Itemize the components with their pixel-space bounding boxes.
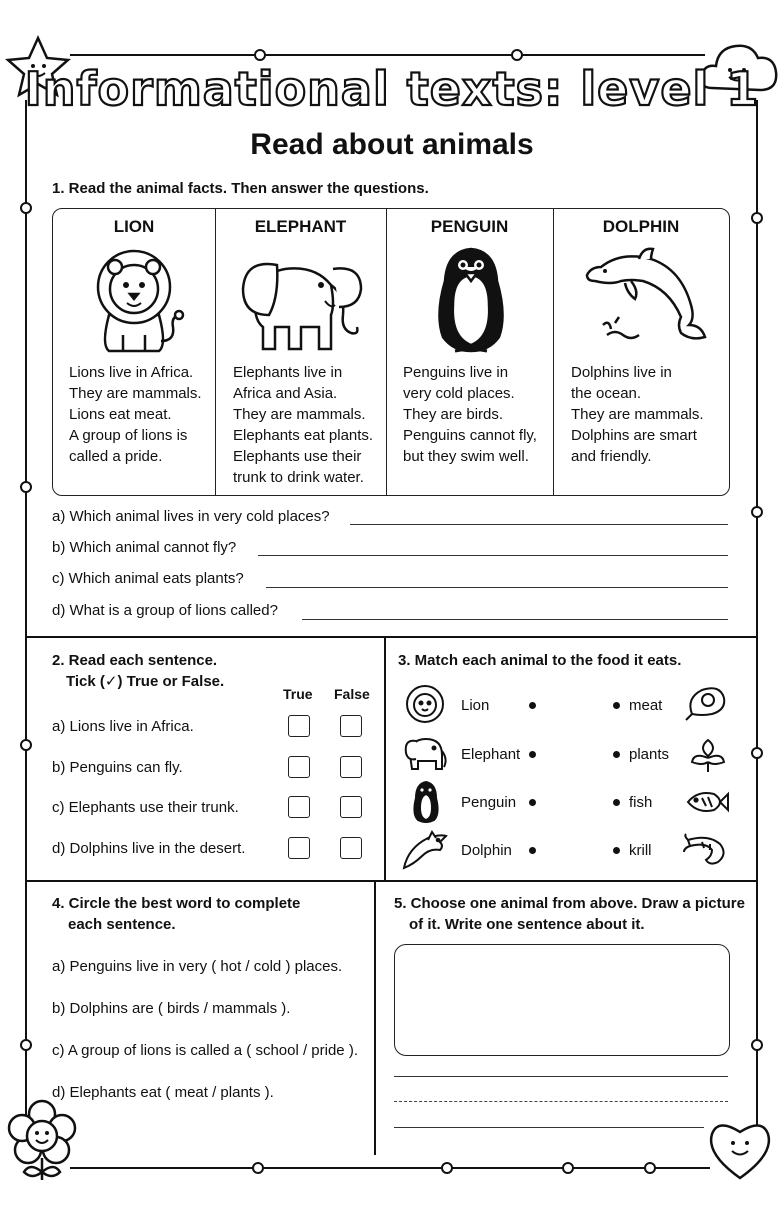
fact-line: Elephants live in (233, 364, 343, 381)
fact-line: They are mammals. (69, 385, 202, 402)
fact-line: called a pride. (69, 448, 163, 465)
writing-line[interactable] (394, 1076, 728, 1077)
match-dot-left[interactable] (529, 847, 536, 854)
false-header: False (334, 686, 370, 702)
answer-line-c[interactable] (266, 587, 728, 588)
section5-instruction-2: of it. Write one sentence about it. (409, 916, 645, 933)
penguin-icon (423, 245, 519, 357)
lion-icon (79, 245, 189, 357)
shrimp-icon (682, 832, 730, 868)
match-food: fish (629, 794, 653, 811)
animal-facts-table (52, 208, 730, 496)
match-dot-right[interactable] (613, 847, 620, 854)
section5-instruction: 5. Choose one animal from above. Draw a picture (394, 895, 745, 912)
lion-icon (404, 684, 446, 724)
leaf-icon (688, 732, 728, 774)
circle-item: d) Elephants eat ( meat / plants ). (52, 1084, 274, 1101)
animal-name-lion: LION (113, 217, 155, 236)
circle-item: b) Dolphins are ( birds / mammals ). (52, 1000, 291, 1017)
drawing-box[interactable] (394, 944, 730, 1056)
section3-instruction: 3. Match each animal to the food it eats. (398, 652, 682, 669)
tf-item: b) Penguins can fly. (52, 759, 183, 776)
fact-line: They are mammals. (571, 406, 704, 423)
match-animal: Dolphin (461, 842, 512, 859)
fact-line: Penguins cannot fly, (403, 427, 537, 444)
fact-line: Dolphins live in (571, 364, 672, 381)
writing-line[interactable] (394, 1127, 704, 1128)
match-food: plants (629, 746, 670, 763)
answer-line-d[interactable] (302, 619, 728, 620)
fact-line: Elephants eat plants. (233, 427, 374, 444)
question-d: d) What is a group of lions called? (52, 602, 278, 619)
match-dot-right[interactable] (613, 751, 620, 758)
match-animal: Elephant (461, 746, 521, 763)
writing-guide-line (394, 1101, 728, 1102)
fact-line: and friendly. (571, 448, 652, 465)
animal-name-penguin: PENGUIN (430, 217, 509, 236)
match-food: krill (629, 842, 652, 859)
question-b: b) Which animal cannot fly? (52, 539, 237, 556)
elephant-facts (233, 362, 373, 488)
section4-instruction-2: each sentence. (68, 916, 176, 933)
false-checkbox[interactable] (340, 715, 362, 737)
dolphin-icon (400, 828, 450, 872)
section4-instruction: 4. Circle the best word to complete (52, 895, 301, 912)
false-checkbox[interactable] (340, 756, 362, 778)
fact-line: Lions live in Africa. (69, 364, 194, 381)
match-dot-right[interactable] (613, 799, 620, 806)
fact-line: A group of lions is (69, 427, 188, 444)
circle-item: a) Penguins live in very ( hot / cold ) places. (52, 958, 343, 975)
match-dot-left[interactable] (529, 799, 536, 806)
fish-icon (684, 786, 730, 818)
animal-name-elephant: ELEPHANT (254, 217, 347, 236)
tf-item: a) Lions live in Africa. (52, 718, 194, 735)
match-food: meat (629, 697, 663, 714)
tf-item: c) Elephants use their trunk. (52, 799, 239, 816)
false-checkbox[interactable] (340, 837, 362, 859)
page-title: Informational texts: level 1 (24, 62, 760, 116)
tf-item: d) Dolphins live in the desert. (52, 840, 246, 857)
true-checkbox[interactable] (288, 837, 310, 859)
match-dot-left[interactable] (529, 702, 536, 709)
match-dot-right[interactable] (613, 702, 620, 709)
dolphin-icon (581, 245, 711, 345)
circle-item: c) A group of lions is called a ( school / pride ). (52, 1042, 358, 1059)
section2-instruction-2: Tick (✓) True or False. (66, 673, 225, 690)
match-animal: Lion (461, 697, 490, 714)
answer-line-a[interactable] (350, 524, 728, 525)
true-checkbox[interactable] (288, 796, 310, 818)
match-animal: Penguin (461, 794, 517, 811)
penguin-facts (403, 362, 537, 467)
question-c: c) Which animal eats plants? (52, 570, 244, 587)
page-subtitle: Read about animals (250, 128, 534, 161)
fact-line: very cold places. (403, 385, 515, 402)
fact-line: They are mammals. (233, 406, 366, 423)
true-checkbox[interactable] (288, 715, 310, 737)
elephant-icon (235, 245, 365, 357)
section2-instruction: 2. Read each sentence. (52, 652, 218, 669)
heart-icon (711, 1125, 769, 1178)
fact-line: Penguins live in (403, 364, 509, 381)
true-header: True (283, 686, 313, 702)
answer-line-b[interactable] (258, 555, 728, 556)
fact-line: Dolphins are smart (571, 427, 697, 444)
flower-icon (9, 1101, 75, 1180)
meat-icon (684, 684, 728, 722)
dolphin-facts (571, 362, 704, 467)
question-a: a) Which animal lives in very cold places? (52, 508, 330, 525)
fact-line: but they swim well. (403, 448, 529, 465)
elephant-icon (402, 733, 448, 773)
fact-line: Lions eat meat. (69, 406, 172, 423)
false-checkbox[interactable] (340, 796, 362, 818)
fact-line: trunk to drink water. (233, 469, 364, 486)
match-dot-left[interactable] (529, 751, 536, 758)
fact-line: Elephants use their (233, 448, 362, 465)
fact-line: Africa and Asia. (233, 385, 338, 402)
penguin-icon (410, 780, 442, 824)
animal-name-dolphin: DOLPHIN (602, 217, 680, 236)
section1-instruction: 1. Read the animal facts. Then answer the questions. (52, 180, 429, 197)
fact-line: They are birds. (403, 406, 504, 423)
fact-line: the ocean. (571, 385, 642, 402)
lion-facts (69, 362, 202, 467)
true-checkbox[interactable] (288, 756, 310, 778)
